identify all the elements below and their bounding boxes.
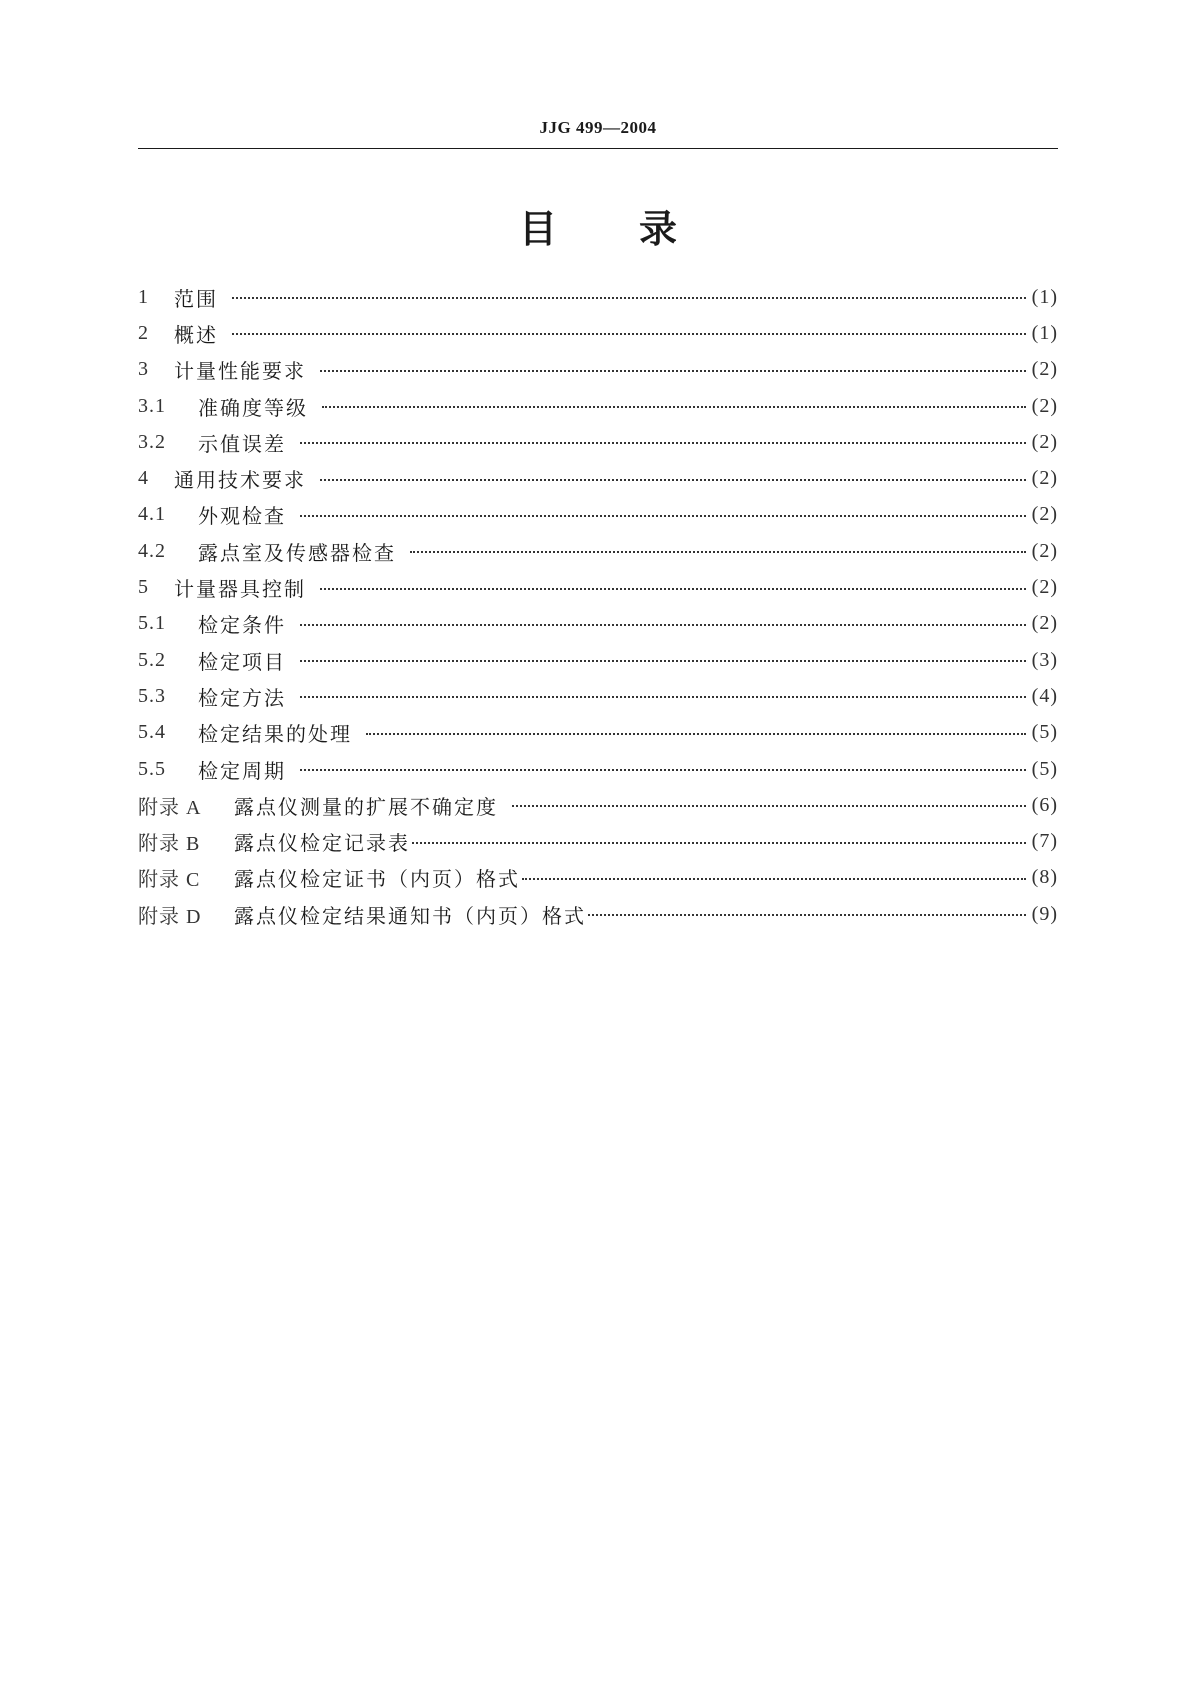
toc-entry[interactable] [138,279,1058,315]
toc-entry-page: (3) [1031,648,1058,671]
toc-entry[interactable] [138,606,1058,642]
toc-entry-number: 4.2 [138,539,166,562]
toc-entry-page: (9) [1031,902,1058,925]
toc-entry-page: (2) [1031,539,1058,562]
toc-entry-number: 5.2 [138,648,166,671]
toc-entry-page: (5) [1031,757,1058,780]
toc-entry-page: (2) [1031,503,1058,526]
toc-entry-number: 附录 C [138,869,201,892]
toc-entry-page: (2) [1031,394,1058,417]
page-title-part-1: 目 [518,207,557,251]
toc-entry[interactable] [138,823,1058,859]
toc-entry-page: (2) [1031,612,1058,635]
toc-entry-page: (5) [1031,721,1058,744]
toc-entry-number: 附录 B [138,833,201,856]
toc-dot-leader [320,472,1026,486]
toc-dot-leader [410,544,1026,558]
page-title-part-2: 录 [639,207,678,251]
toc-entry-number: 5.4 [138,721,166,744]
toc-dot-leader [232,290,1026,304]
toc-entry[interactable] [138,460,1058,496]
toc-dot-leader [320,581,1026,595]
toc-entry[interactable] [138,715,1058,751]
toc-entry-number: 2 [138,321,149,344]
toc-entry[interactable] [138,497,1058,533]
toc-entry-page: (2) [1031,430,1058,453]
toc-dot-leader [322,399,1026,413]
toc-entry-title: 范围 [174,286,218,311]
toc-entry[interactable] [138,424,1058,460]
toc-entry[interactable] [138,751,1058,787]
toc-entry-title: 检定周期 [198,758,286,783]
toc-entry-number: 1 [138,285,149,308]
toc-entry[interactable] [138,388,1058,424]
toc-dot-leader [300,689,1026,703]
toc-entry-number: 3.1 [138,394,166,417]
document-code-header: JJG 499—2004 [539,118,657,137]
toc-entry-title: 准确度等级 [198,395,308,420]
toc-entry-title: 露点仪检定证书（内页）格式 [234,867,520,892]
toc-entry-title: 概述 [174,322,218,347]
toc-dot-leader [300,653,1026,667]
toc-entry-title: 检定条件 [198,613,286,638]
header-rule [138,148,1058,149]
toc-entry-number: 5.5 [138,757,166,780]
toc-entry-page: (8) [1031,866,1058,889]
toc-dot-leader [412,835,1026,849]
toc-entry-number: 3 [138,358,149,381]
toc-entry-page: (4) [1031,684,1058,707]
toc-entry-title: 通用技术要求 [174,468,306,493]
toc-entry-page: (2) [1031,467,1058,490]
toc-entry-page: (2) [1031,576,1058,599]
toc-dot-leader [232,326,1026,340]
toc-entry-title: 露点仪检定结果通知书（内页）格式 [234,903,586,928]
toc-dot-leader [300,508,1026,522]
toc-entry[interactable] [138,569,1058,605]
toc-entry-title: 检定结果的处理 [198,722,352,747]
toc-entry-number: 5.1 [138,612,166,635]
toc-entry-title: 检定项目 [198,649,286,674]
toc-entry-title: 示值误差 [198,431,286,456]
toc-entry[interactable] [138,533,1058,569]
toc-dot-leader [512,798,1026,812]
toc-entry-page: (1) [1031,285,1058,308]
page-title [138,198,1058,253]
table-of-contents [138,279,1058,932]
toc-dot-leader [300,762,1026,776]
toc-dot-leader [300,617,1026,631]
toc-entry-number: 附录 D [138,905,202,928]
toc-entry-page: (7) [1031,830,1058,853]
toc-entry[interactable] [138,896,1058,932]
toc-entry-title: 外观检查 [198,504,286,529]
toc-dot-leader [588,907,1026,921]
toc-entry[interactable] [138,860,1058,896]
toc-entry-title: 计量器具控制 [174,577,306,602]
toc-entry-title: 计量性能要求 [174,359,306,384]
toc-entry[interactable] [138,642,1058,678]
toc-entry-title: 露点仪检定记录表 [234,831,410,856]
toc-dot-leader [320,363,1026,377]
toc-entry[interactable] [138,678,1058,714]
toc-dot-leader [366,726,1026,740]
toc-entry-number: 4.1 [138,503,166,526]
toc-entry[interactable] [138,315,1058,351]
toc-dot-leader [522,871,1026,885]
toc-entry-number: 3.2 [138,430,166,453]
toc-entry[interactable] [138,787,1058,823]
toc-entry-number: 附录 A [138,796,202,819]
toc-entry[interactable] [138,352,1058,388]
toc-entry-number: 5.3 [138,684,166,707]
toc-dot-leader [300,435,1026,449]
toc-entry-number: 5 [138,576,149,599]
toc-entry-page: (2) [1031,358,1058,381]
toc-entry-title: 露点仪测量的扩展不确定度 [234,794,498,819]
toc-entry-number: 4 [138,467,149,490]
toc-entry-title: 检定方法 [198,685,286,710]
toc-entry-page: (1) [1031,321,1058,344]
toc-entry-page: (6) [1031,793,1058,816]
toc-entry-title: 露点室及传感器检查 [198,540,396,565]
